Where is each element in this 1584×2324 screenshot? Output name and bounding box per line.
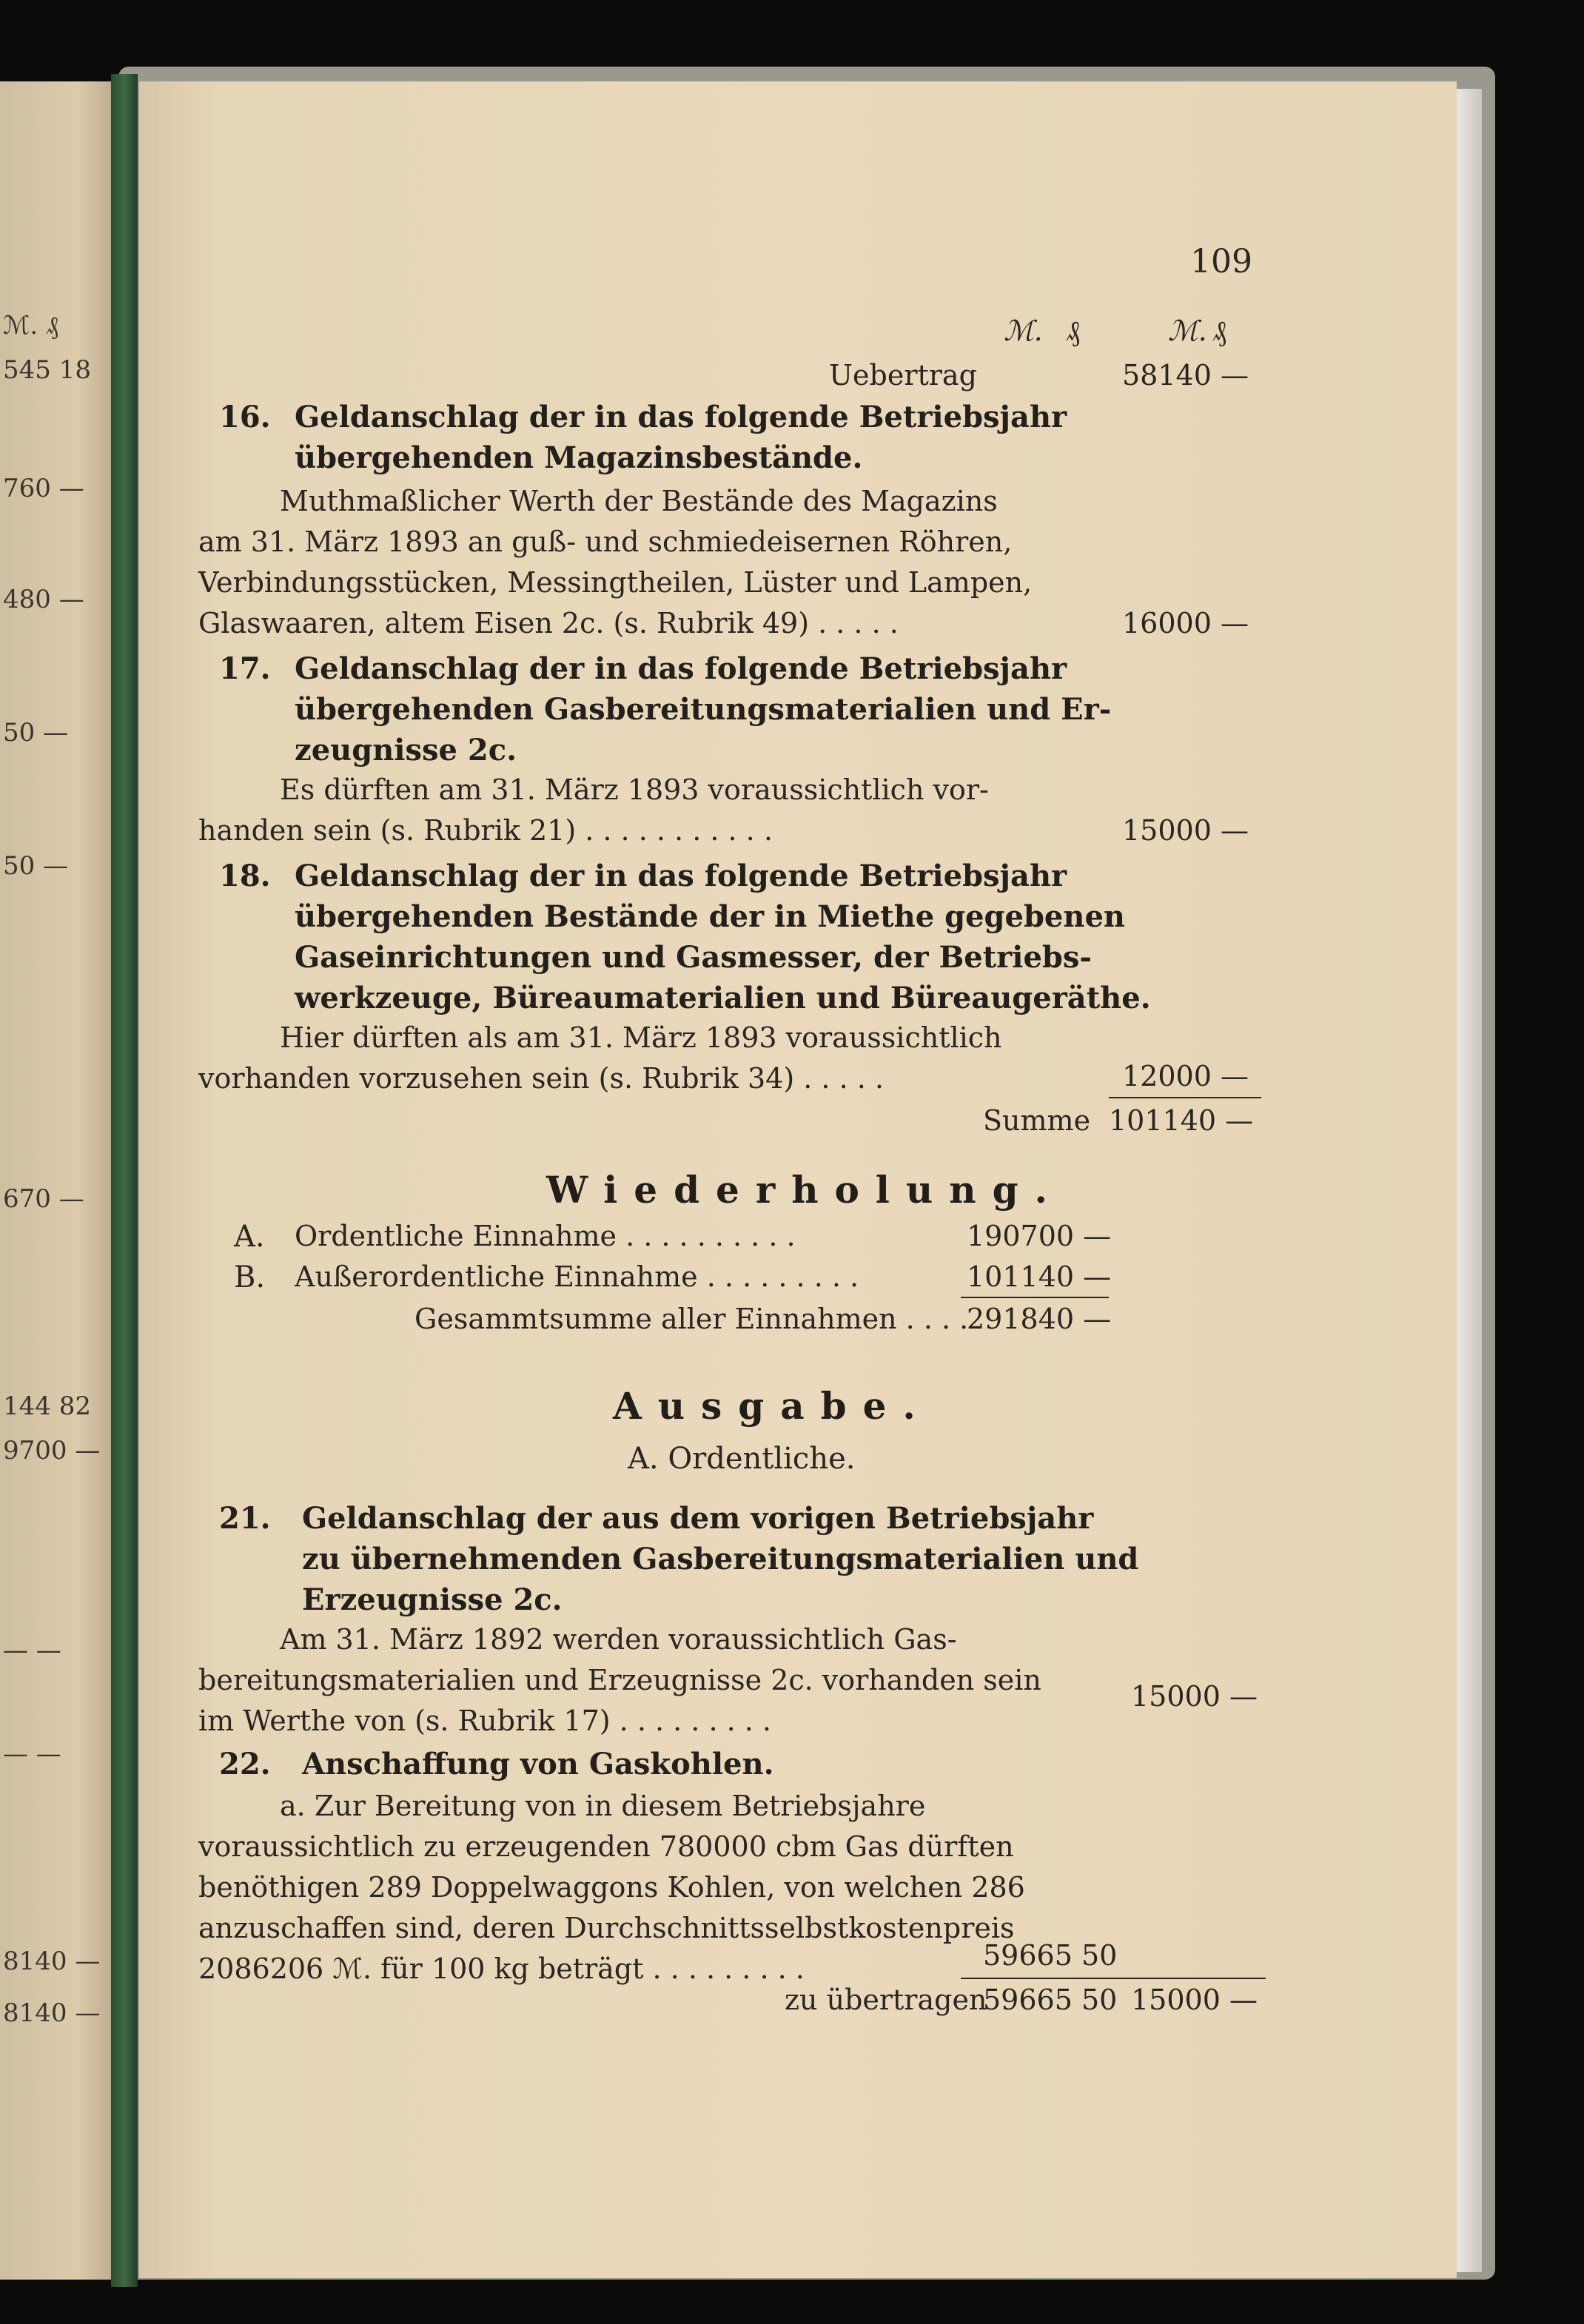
left-margin-text: 144 82 xyxy=(3,1391,91,1421)
left-margin-text: 8140 — xyxy=(3,1998,101,2028)
item-body-line: Am 31. März 1892 werden voraussichtlich Gas- xyxy=(280,1623,957,1656)
item-value: 15000 — xyxy=(1122,814,1249,847)
item-body-line: Muthmaßlicher Werth der Bestände des Magazins xyxy=(280,485,998,517)
item-body-line: a. Zur Bereitung von in diesem Betriebsjahre xyxy=(280,1790,926,1822)
left-margin-text: 8140 — xyxy=(3,1947,101,1976)
left-margin-text: 670 — xyxy=(3,1184,84,1214)
item-heading-line: Geldanschlag der aus dem vorigen Betriebsjahr xyxy=(302,1501,1094,1536)
item-heading-line: werkzeuge, Büreaumaterialien und Büreaugeräthe. xyxy=(295,981,1151,1015)
left-margin-text: ℳ. ₰ xyxy=(3,311,58,340)
page-number: 109 xyxy=(1190,243,1252,281)
section-subtitle: A. Ordentliche. xyxy=(628,1442,856,1476)
summary-letter: B. xyxy=(234,1260,266,1294)
page-edges xyxy=(1457,89,1482,2272)
currency-header-mark: ℳ. xyxy=(1004,315,1043,347)
currency-header-pfennig: ₰ xyxy=(1066,315,1080,347)
item-value: 59665 50 xyxy=(983,1939,1118,1972)
item-number: 16. xyxy=(219,400,271,434)
item-number: 18. xyxy=(219,859,271,893)
item-body-line: im Werthe von (s. Rubrik 17) . . . . . . . . . xyxy=(198,1705,772,1737)
left-margin-text: 760 — xyxy=(3,474,84,503)
summe-label: Summe xyxy=(983,1104,1091,1137)
item-value: 12000 — xyxy=(1122,1060,1249,1092)
summary-value: 291840 — xyxy=(967,1303,1112,1335)
sum-rule xyxy=(1109,1097,1261,1098)
book-spine xyxy=(111,74,138,2287)
uebertrag-label: Uebertrag xyxy=(829,359,977,392)
section-title-wiederholung: Wiederholung. xyxy=(546,1168,1064,1212)
right-page xyxy=(139,81,1457,2278)
item-heading-line: übergehenden Magazinsbestände. xyxy=(295,440,863,475)
item-body-line: Hier dürften als am 31. März 1893 voraussichtlich xyxy=(280,1021,1002,1054)
item-heading-line: übergehenden Bestände der in Miethe gegebenen xyxy=(295,899,1125,934)
summary-label: Gesammtsumme aller Einnahmen . . . . xyxy=(415,1303,969,1335)
left-page xyxy=(0,81,111,2280)
item-body-line: Verbindungsstücken, Messingtheilen, Lüster und Lampen, xyxy=(198,566,1033,599)
item-value: 16000 — xyxy=(1122,607,1249,639)
item-heading-line: Geldanschlag der in das folgende Betriebsjahr xyxy=(295,859,1067,893)
currency-header-pfennig: ₰ xyxy=(1212,315,1226,347)
item-heading-line: zeugnisse 2c. xyxy=(295,733,517,768)
item-heading-line: übergehenden Gasbereitungsmaterialien und Er- xyxy=(295,692,1112,727)
left-margin-text: 545 18 xyxy=(3,355,91,385)
item-body-line: Es dürften am 31. März 1893 voraussichtlich vor- xyxy=(280,773,989,806)
left-margin-text: — — xyxy=(3,1739,61,1769)
left-margin-text: 50 — xyxy=(3,718,69,748)
item-body-line: vorhanden vorzusehen sein (s. Rubrik 34) . . . . . xyxy=(198,1062,884,1095)
item-body-line: Glaswaaren, altem Eisen 2c. (s. Rubrik 49) . . . . . xyxy=(198,607,899,639)
item-heading-line: zu übernehmenden Gasbereitungsmaterialien und xyxy=(302,1542,1139,1576)
summary-value: 190700 — xyxy=(967,1220,1112,1252)
carry-label: zu übertragen xyxy=(785,1984,987,2016)
item-body-line: handen sein (s. Rubrik 21) . . . . . . . . . . . xyxy=(198,814,773,847)
sum-rule xyxy=(961,1297,1109,1298)
carry-value: 15000 — xyxy=(1131,1984,1258,2016)
carry-value: 59665 50 xyxy=(983,1984,1118,2016)
item-body-line: benöthigen 289 Doppelwaggons Kohlen, von welchen 286 xyxy=(198,1871,1025,1904)
item-body-line: anzuschaffen sind, deren Durchschnittsselbstkostenpreis xyxy=(198,1912,1015,1944)
section-title-ausgabe: Ausgabe. xyxy=(613,1384,932,1428)
left-margin-text: 50 — xyxy=(3,851,69,881)
summary-label: Außerordentliche Einnahme . . . . . . . . . xyxy=(295,1260,859,1293)
item-number: 22. xyxy=(219,1747,271,1781)
carry-rule xyxy=(961,1978,1266,1979)
left-margin-text: — — xyxy=(3,1636,61,1665)
item-value: 15000 — xyxy=(1131,1680,1258,1713)
left-margin-text: 480 — xyxy=(3,585,84,614)
item-body-line: bereitungsmaterialien und Erzeugnisse 2c. vorhanden sein xyxy=(198,1664,1041,1696)
uebertrag-value: 58140 — xyxy=(1122,359,1249,392)
summary-label: Ordentliche Einnahme . . . . . . . . . . xyxy=(295,1220,796,1252)
item-heading-line: Geldanschlag der in das folgende Betriebsjahr xyxy=(295,400,1067,434)
left-margin-text: 9700 — xyxy=(3,1436,101,1465)
item-body-line: voraussichtlich zu erzeugenden 780000 cbm Gas dürften xyxy=(198,1830,1014,1863)
item-number: 21. xyxy=(219,1501,271,1536)
item-heading-line: Gaseinrichtungen und Gasmesser, der Betriebs- xyxy=(295,940,1092,975)
summary-value: 101140 — xyxy=(967,1260,1112,1293)
currency-header-mark: ℳ. xyxy=(1168,315,1207,347)
summe-value: 101140 — xyxy=(1109,1104,1254,1137)
item-body-line: 2086206 ℳ. für 100 kg beträgt . . . . . . . . . xyxy=(198,1952,805,1985)
item-number: 17. xyxy=(219,651,271,686)
item-heading-line: Geldanschlag der in das folgende Betriebsjahr xyxy=(295,651,1067,686)
item-body-line: am 31. März 1893 an guß- und schmiedeisernen Röhren, xyxy=(198,525,1013,558)
item-heading-line: Anschaffung von Gaskohlen. xyxy=(302,1747,774,1781)
item-heading-line: Erzeugnisse 2c. xyxy=(302,1582,563,1617)
summary-letter: A. xyxy=(234,1220,265,1254)
